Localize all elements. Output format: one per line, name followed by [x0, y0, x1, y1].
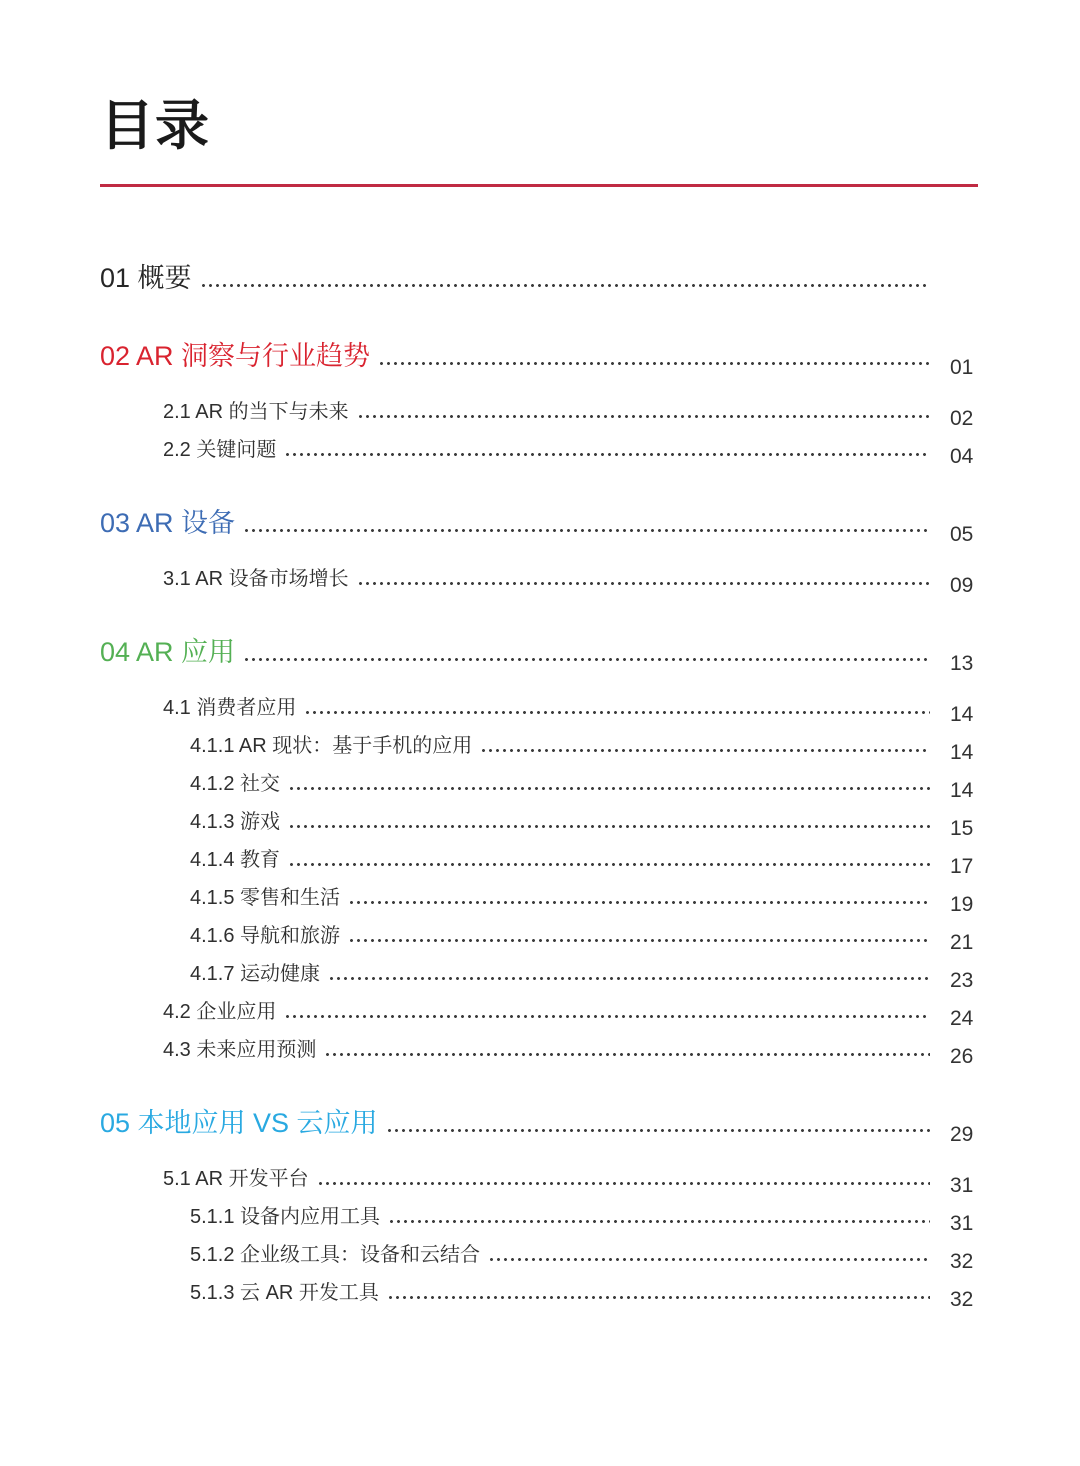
toc-entry-label: 05 本地应用 VS 云应用 [100, 1108, 378, 1138]
toc-entry [100, 1242, 980, 1273]
toc-entry [100, 733, 980, 764]
dot-leader [490, 1258, 930, 1261]
dot-leader [286, 1015, 930, 1018]
toc-entry [100, 809, 980, 840]
toc-entry-label: 4.1.4 教育 [190, 849, 281, 871]
toc-entry-label: 5.1.1 设备内应用工具 [190, 1206, 381, 1228]
dot-leader [388, 1129, 930, 1132]
toc-entry-page: 17 [950, 855, 974, 878]
toc-entry-label: 2.1 AR 的当下与未来 [163, 401, 349, 423]
toc-entry [100, 885, 980, 916]
toc-entry [100, 1280, 980, 1311]
toc-entry-label: 4.1.1 AR 现状：基于手机的应用 [190, 735, 473, 757]
dot-leader [482, 749, 930, 752]
dot-leader [202, 284, 930, 287]
toc-entry [100, 771, 980, 802]
dot-leader [286, 453, 930, 456]
toc-entry-page: 31 [950, 1212, 974, 1235]
toc-entry [100, 566, 980, 597]
toc-entry-page: 31 [950, 1174, 974, 1197]
dot-leader [359, 582, 930, 585]
toc-entry [100, 260, 980, 296]
toc-entry-page: 14 [950, 741, 974, 764]
toc-entry-label: 02 AR 洞察与行业趋势 [100, 341, 371, 371]
toc-entry-page: 23 [950, 969, 974, 992]
toc-entry-page: 04 [950, 445, 974, 468]
toc-entry-label: 4.1 消费者应用 [163, 697, 297, 719]
toc-entry [100, 338, 980, 377]
page-title: 目录 [100, 96, 210, 156]
toc-entry [100, 1204, 980, 1235]
toc-entry [100, 399, 980, 430]
toc-entry-label: 5.1.3 云 AR 开发工具 [190, 1282, 379, 1304]
page-header [0, 0, 1080, 187]
dot-leader [326, 1053, 930, 1056]
toc-entry-page: 14 [950, 703, 974, 726]
toc-entry [100, 961, 980, 992]
dot-leader [245, 529, 930, 532]
dot-leader [359, 415, 930, 418]
toc-entry-page: 24 [950, 1007, 974, 1030]
toc-entry-label: 4.1.3 游戏 [190, 811, 281, 833]
dot-leader [389, 1296, 930, 1299]
toc-entry [100, 1105, 980, 1144]
toc-entry-page: 14 [950, 779, 974, 802]
dot-leader [350, 939, 930, 942]
toc-entry-label: 5.1 AR 开发平台 [163, 1168, 309, 1190]
toc-entry [100, 999, 980, 1030]
toc-entry-page: 26 [950, 1045, 974, 1068]
toc-entry [100, 847, 980, 878]
toc-entry [100, 923, 980, 954]
toc-entry [100, 634, 980, 673]
dot-leader [350, 901, 930, 904]
toc-entry-label: 4.3 未来应用预测 [163, 1039, 317, 1061]
dot-leader [390, 1220, 930, 1223]
toc-entry-label: 4.2 企业应用 [163, 1001, 277, 1023]
toc-entry-page: 32 [950, 1250, 974, 1273]
toc-entry [100, 1166, 980, 1197]
dot-leader [380, 362, 930, 365]
toc-entry-page: 29 [950, 1123, 974, 1146]
toc-entry-page: 09 [950, 574, 974, 597]
toc-entry-page: 32 [950, 1288, 974, 1311]
toc-entry-label: 4.1.7 运动健康 [190, 963, 321, 985]
toc-entry-label: 3.1 AR 设备市场增长 [163, 568, 349, 590]
dot-leader [319, 1182, 930, 1185]
toc-entry-page: 01 [950, 356, 974, 379]
toc-entry-page: 21 [950, 931, 974, 954]
toc-entry-label: 4.1.2 社交 [190, 773, 281, 795]
toc-entry [100, 505, 980, 544]
toc-entry-label: 01 概要 [100, 263, 192, 293]
dot-leader [290, 825, 930, 828]
title-divider-rule [100, 184, 978, 187]
toc-entry [100, 1037, 980, 1068]
toc-entry-label: 03 AR 设备 [100, 508, 236, 538]
toc-entry-page: 13 [950, 652, 974, 675]
toc-list [100, 260, 980, 1311]
toc-entry-label: 2.2 关键问题 [163, 439, 277, 461]
toc-entry [100, 437, 980, 468]
toc-entry [100, 695, 980, 726]
dot-leader [306, 711, 930, 714]
dot-leader [290, 787, 930, 790]
toc-entry-label: 4.1.6 导航和旅游 [190, 925, 341, 947]
toc-entry-label: 4.1.5 零售和生活 [190, 887, 341, 909]
toc-entry-page: 02 [950, 407, 974, 430]
toc-entry-page: 19 [950, 893, 974, 916]
dot-leader [245, 658, 930, 661]
toc-entry-label: 04 AR 应用 [100, 637, 236, 667]
dot-leader [290, 863, 930, 866]
toc-entry-label: 5.1.2 企业级工具：设备和云结合 [190, 1244, 481, 1266]
toc-entry-page: 15 [950, 817, 974, 840]
dot-leader [330, 977, 930, 980]
toc-entry-page: 05 [950, 523, 974, 546]
